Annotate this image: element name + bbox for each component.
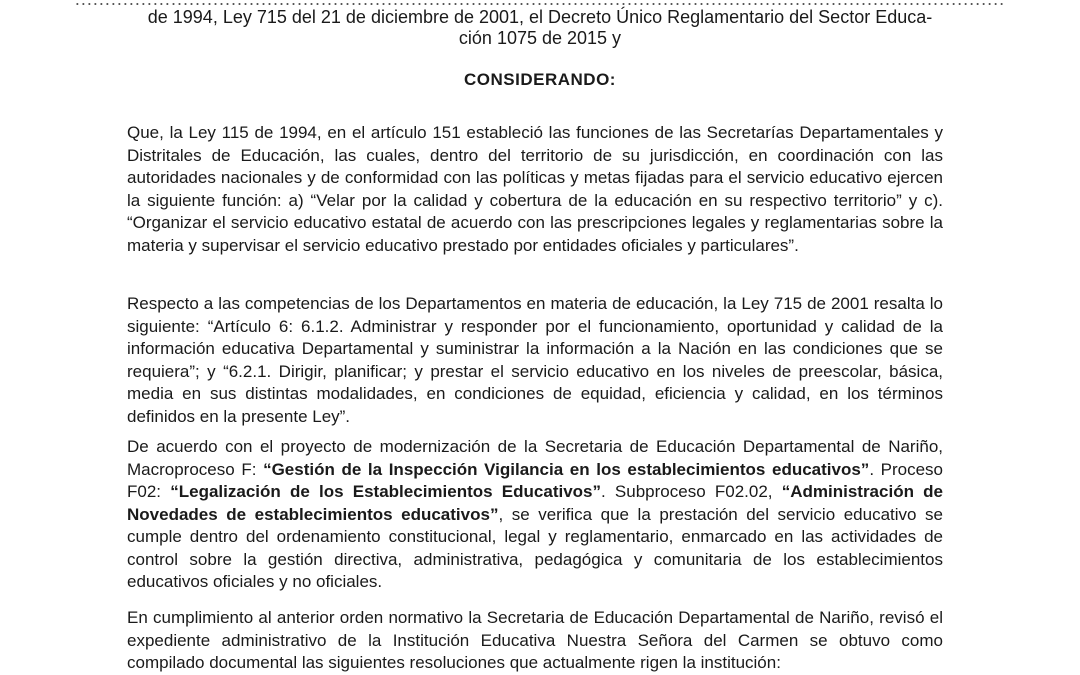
bold-text-run: “Administración de Novedades de establecimientos educativos” — [127, 482, 943, 524]
paragraph-cumplimiento: En cumplimiento al anterior orden normativo la Secretaria de Educación Departamental de Nariño, revisó el expediente administrativo de la Institución Educativa Nuestra Señora del Carmen se obtuvo como compilado documental las siguientes resoluciones que actualmente rigen la institución: — [127, 608, 943, 672]
intro-line: de 1994, Ley 715 del 21 de diciembre de 2001, el Decreto Único Reglamentario del Sector Educa- — [147, 7, 933, 27]
paragraph-ley-115: Que, la Ley 115 de 1994, en el artículo 151 estableció las funciones de las Secretarías Departamentales y Distritales de Educación, las cuales, dentro del territorio de su jurisdicción, en coordinación con las autoridades nacionales y de conformidad con las políticas y metas fijadas para el servicio educativo ejercen la siguiente función: a) “Velar por la calidad y cobertura de la educación en su respectivo territorio” y c). “Organizar el servicio educativo estatal de acuerdo con las prescripciones legales y reglamentarias sobre la materia y supervisar el servicio educativo prestado por entidades oficiales y particulares”. — [127, 123, 943, 255]
text-run: . Proceso F02: — [127, 459, 944, 501]
paragraph-ley-715: Respecto a las competencias de los Departamentos en materia de educación, la Ley 715 de 2001 resalta lo siguiente: “Artículo 6: 6.1.2. Administrar y responder por el funcionamiento, oportunidad y calidad de la información educativa Departamental y suministrar la información a la Nación en las condiciones que se requiera”; y “6.2.1. Dirigir, planificar; y prestar el servicio educativo en los niveles de preescolar, básica, media en sus distintas modalidades, en condiciones de equidad, eficiencia y calidad, en los términos definidos en la presente Ley”. — [127, 294, 943, 426]
bold-text-run: “Gestión de la Inspección Vigilancia en los establecimientos educativos” — [263, 459, 870, 479]
text-run: . Subproceso F02.02, — [601, 482, 782, 501]
bold-text-run: “Legalización de los Establecimientos Educativos” — [170, 482, 601, 501]
intro-line: ción 1075 de 2015 y — [458, 28, 622, 48]
paragraph-modernizacion — [127, 436, 943, 594]
text-run: De acuerdo con el proyecto de modernización de la Secretaria de Educación Departamental de Nariño, Macroproceso F: — [127, 437, 943, 479]
text-run: , se verifica que la prestación del servicio educativo se cumple dentro del ordenamiento constitucional, legal y reglamentario, enmarcado en las actividades de control sobre la gestión directiva, administrativa, pedagógica y comunitaria de los establecimientos educativos oficiales y no oficiales. — [127, 504, 943, 591]
section-heading: CONSIDERANDO: — [464, 70, 616, 89]
